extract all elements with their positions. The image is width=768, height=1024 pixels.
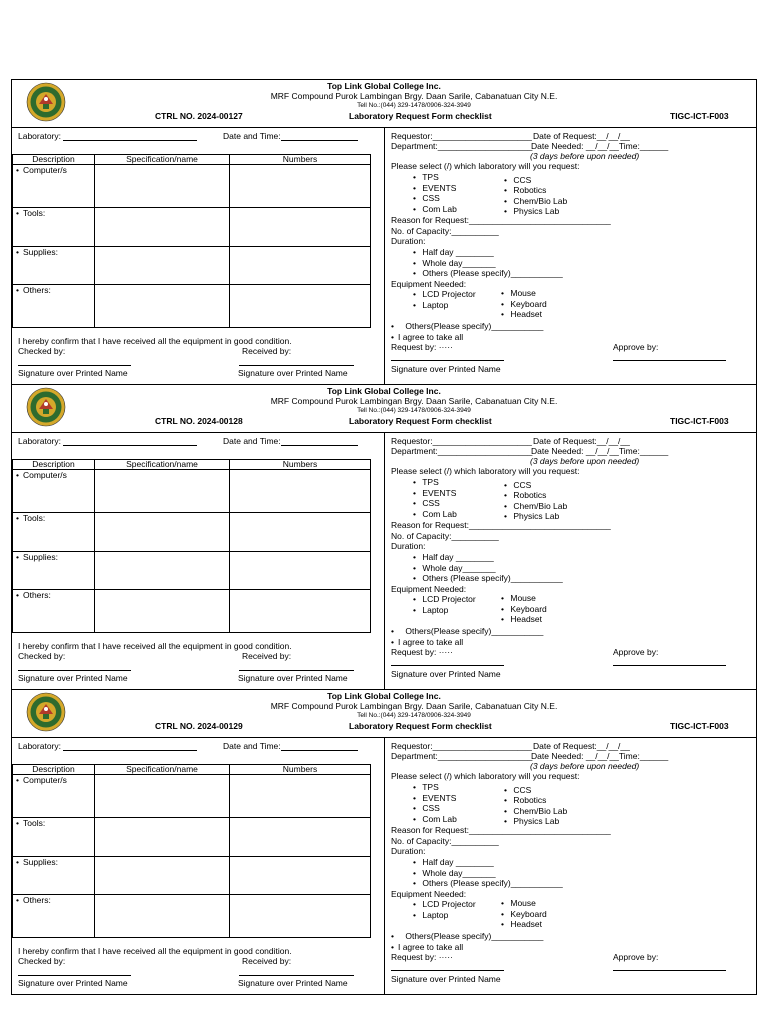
college-name: Top Link Global College Inc. xyxy=(327,691,441,701)
requestor-field[interactable]: Requestor:_____________________ xyxy=(391,131,532,141)
column-header: Description xyxy=(13,765,95,775)
college-name: Top Link Global College Inc. xyxy=(327,386,441,396)
spec-cell[interactable] xyxy=(95,247,230,285)
checked-by-label: Checked by: xyxy=(18,956,66,966)
signature-label: Signature over Printed Name xyxy=(391,669,501,679)
spec-cell[interactable] xyxy=(95,775,230,818)
checked-by-label: Checked by: xyxy=(18,346,66,356)
lab-option-chem-bio-lab[interactable]: • Chem/Bio Lab xyxy=(504,196,567,206)
signature-label: Signature over Printed Name xyxy=(391,364,501,374)
lab-option-com-lab[interactable]: • Com Lab xyxy=(413,204,457,214)
received-by-signature-line[interactable] xyxy=(239,975,354,976)
lab-option-css[interactable]: • CSS xyxy=(413,193,440,203)
lab-option-tps[interactable]: • TPS xyxy=(413,477,439,487)
request-by-signature-line[interactable] xyxy=(391,360,504,361)
lab-option-events[interactable]: • EVENTS xyxy=(413,488,456,498)
lab-option-tps[interactable]: • TPS xyxy=(413,782,439,792)
lab-option-chem-bio-lab[interactable]: • Chem/Bio Lab xyxy=(504,806,567,816)
form-header xyxy=(12,80,756,128)
table-row: • Tools: xyxy=(13,818,95,857)
equip-option-keyboard[interactable]: • Keyboard xyxy=(501,299,547,309)
checked-by-signature-line[interactable] xyxy=(18,670,131,671)
equipment-label: Equipment Needed: xyxy=(391,279,467,289)
spec-cell[interactable] xyxy=(95,165,230,208)
equip-option-headset[interactable]: • Headset xyxy=(501,309,542,319)
control-number: CTRL NO. 2024-00128 xyxy=(155,416,243,426)
column-header: Numbers xyxy=(230,460,371,470)
duration-whole-day[interactable]: • Whole day_______ xyxy=(413,258,496,268)
duration-others[interactable]: • Others (Please specify)___________ xyxy=(413,268,563,278)
signature-label: Signature over Printed Name xyxy=(18,368,128,378)
lab-select-instruction: Please select (/) which laboratory will you request: xyxy=(391,771,580,781)
approve-by-label: Approve by: xyxy=(613,647,659,657)
numbers-cell[interactable] xyxy=(230,208,371,247)
college-address: MRF Compound Purok Lambingan Brgy. Daan Sarile, Cabanatuan City N.E. xyxy=(270,396,558,406)
form-title: Laboratory Request Form checklist xyxy=(349,416,492,426)
equip-others-field[interactable]: • Others(Please specify)___________ xyxy=(391,626,543,636)
received-by-label: Received by: xyxy=(242,346,292,356)
lab-option-css[interactable]: • CSS xyxy=(413,803,440,813)
duration-whole-day[interactable]: • Whole day_______ xyxy=(413,563,496,573)
equip-option-lcd-projector[interactable]: • LCD Projector xyxy=(413,289,476,299)
approve-by-label: Approve by: xyxy=(613,342,659,352)
column-divider xyxy=(384,737,385,994)
numbers-cell[interactable] xyxy=(230,818,371,857)
request-by-label: Request by: ····· xyxy=(391,647,453,657)
equip-option-headset[interactable]: • Headset xyxy=(501,614,542,624)
equipment-table xyxy=(12,764,371,938)
laboratory-field[interactable]: Laboratory: xyxy=(18,131,197,141)
days-note: (3 days before upon needed) xyxy=(530,151,640,161)
table-row: • Computer/s xyxy=(13,470,95,513)
request-form xyxy=(11,79,757,384)
received-by-label: Received by: xyxy=(242,651,292,661)
duration-others[interactable]: • Others (Please specify)___________ xyxy=(413,878,563,888)
table-row: • Tools: xyxy=(13,513,95,552)
equip-option-laptop[interactable]: • Laptop xyxy=(413,605,448,615)
equip-option-lcd-projector[interactable]: • LCD Projector xyxy=(413,899,476,909)
reason-field[interactable]: Reason for Request:______________________________ xyxy=(391,520,611,530)
equip-option-mouse[interactable]: • Mouse xyxy=(501,593,536,603)
column-divider xyxy=(384,127,385,384)
duration-half-day[interactable]: • Half day ________ xyxy=(413,552,494,562)
numbers-cell[interactable] xyxy=(230,285,371,328)
lab-select-instruction: Please select (/) which laboratory will you request: xyxy=(391,466,580,476)
lab-option-robotics[interactable]: • Robotics xyxy=(504,490,546,500)
capacity-field[interactable]: No. of Capacity:__________ xyxy=(391,836,499,846)
spec-cell[interactable] xyxy=(95,552,230,590)
lab-select-instruction: Please select (/) which laboratory will you request: xyxy=(391,161,580,171)
spec-cell[interactable] xyxy=(95,857,230,895)
form-title: Laboratory Request Form checklist xyxy=(349,111,492,121)
table-row: • Tools: xyxy=(13,208,95,247)
approve-by-signature-line[interactable] xyxy=(613,360,726,361)
request-by-label: Request by: ····· xyxy=(391,952,453,962)
spec-cell[interactable] xyxy=(95,895,230,938)
table-row: • Supplies: xyxy=(13,552,95,590)
equip-option-keyboard[interactable]: • Keyboard xyxy=(501,909,547,919)
equipment-table xyxy=(12,459,371,633)
approve-by-label: Approve by: xyxy=(613,952,659,962)
lab-option-ccs[interactable]: • CCS xyxy=(504,785,531,795)
request-by-signature-line[interactable] xyxy=(391,970,504,971)
lab-option-ccs[interactable]: • CCS xyxy=(504,480,531,490)
equipment-label: Equipment Needed: xyxy=(391,584,467,594)
lab-option-physics-lab[interactable]: • Physics Lab xyxy=(504,206,559,216)
equip-option-headset[interactable]: • Headset xyxy=(501,919,542,929)
column-header: Description xyxy=(13,155,95,165)
spec-cell[interactable] xyxy=(95,470,230,513)
column-header: Specification/name xyxy=(95,460,230,470)
form-header xyxy=(12,690,756,738)
date-of-request-field[interactable]: Date of Request:__/__/__ xyxy=(533,741,630,751)
column-header: Numbers xyxy=(230,155,371,165)
control-number: CTRL NO. 2024-00127 xyxy=(155,111,243,121)
lab-option-events[interactable]: • EVENTS xyxy=(413,183,456,193)
days-note: (3 days before upon needed) xyxy=(530,761,640,771)
request-form xyxy=(11,384,757,689)
college-address: MRF Compound Purok Lambingan Brgy. Daan Sarile, Cabanatuan City N.E. xyxy=(270,701,558,711)
agree-checkbox[interactable]: • I agree to take all xyxy=(391,637,463,647)
request-form xyxy=(11,689,757,995)
table-row: • Supplies: xyxy=(13,857,95,895)
approve-by-signature-line[interactable] xyxy=(613,665,726,666)
equip-others-field[interactable]: • Others(Please specify)___________ xyxy=(391,321,543,331)
college-name: Top Link Global College Inc. xyxy=(327,81,441,91)
equip-option-laptop[interactable]: • Laptop xyxy=(413,300,448,310)
column-header: Specification/name xyxy=(95,155,230,165)
date-needed-field[interactable]: Date Needed: __/__/__Time:______ xyxy=(531,751,669,761)
received-by-signature-line[interactable] xyxy=(239,670,354,671)
lab-option-events[interactable]: • EVENTS xyxy=(413,793,456,803)
numbers-cell[interactable] xyxy=(230,857,371,895)
table-row: • Computer/s xyxy=(13,165,95,208)
equip-option-keyboard[interactable]: • Keyboard xyxy=(501,604,547,614)
college-telephone: Tell No.:(044) 329-1478/0906-324-3949 xyxy=(357,712,471,719)
signature-label: Signature over Printed Name xyxy=(238,978,348,988)
duration-whole-day[interactable]: • Whole day_______ xyxy=(413,868,496,878)
column-divider xyxy=(384,432,385,689)
agree-checkbox[interactable]: • I agree to take all xyxy=(391,332,463,342)
checked-by-signature-line[interactable] xyxy=(18,365,131,366)
numbers-cell[interactable] xyxy=(230,247,371,285)
spec-cell[interactable] xyxy=(95,208,230,247)
date-of-request-field[interactable]: Date of Request:__/__/__ xyxy=(533,436,630,446)
control-number: CTRL NO. 2024-00129 xyxy=(155,721,243,731)
lab-option-physics-lab[interactable]: • Physics Lab xyxy=(504,816,559,826)
signature-label: Signature over Printed Name xyxy=(18,978,128,988)
duration-label: Duration: xyxy=(391,846,426,856)
reason-field[interactable]: Reason for Request:______________________________ xyxy=(391,215,611,225)
signature-label: Signature over Printed Name xyxy=(18,673,128,683)
column-header: Description xyxy=(13,460,95,470)
equipment-table xyxy=(12,154,371,328)
received-by-label: Received by: xyxy=(242,956,292,966)
signature-label: Signature over Printed Name xyxy=(238,673,348,683)
date-needed-field[interactable]: Date Needed: __/__/__Time:______ xyxy=(531,446,669,456)
numbers-cell[interactable] xyxy=(230,552,371,590)
duration-others[interactable]: • Others (Please specify)___________ xyxy=(413,573,563,583)
signature-label: Signature over Printed Name xyxy=(391,974,501,984)
signature-label: Signature over Printed Name xyxy=(238,368,348,378)
spec-cell[interactable] xyxy=(95,818,230,857)
college-telephone: Tell No.:(044) 329-1478/0906-324-3949 xyxy=(357,102,471,109)
capacity-field[interactable]: No. of Capacity:__________ xyxy=(391,531,499,541)
table-row: • Others: xyxy=(13,285,95,328)
numbers-cell[interactable] xyxy=(230,590,371,633)
date-of-request-field[interactable]: Date of Request:__/__/__ xyxy=(533,131,630,141)
table-row: • Others: xyxy=(13,895,95,938)
spec-cell[interactable] xyxy=(95,513,230,552)
column-header: Numbers xyxy=(230,765,371,775)
numbers-cell[interactable] xyxy=(230,165,371,208)
form-title: Laboratory Request Form checklist xyxy=(349,721,492,731)
duration-label: Duration: xyxy=(391,541,426,551)
lab-option-ccs[interactable]: • CCS xyxy=(504,175,531,185)
duration-half-day[interactable]: • Half day ________ xyxy=(413,247,494,257)
laboratory-field[interactable]: Laboratory: xyxy=(18,741,197,751)
request-by-signature-line[interactable] xyxy=(391,665,504,666)
requestor-field[interactable]: Requestor:_____________________ xyxy=(391,436,532,446)
capacity-field[interactable]: No. of Capacity:__________ xyxy=(391,226,499,236)
lab-option-tps[interactable]: • TPS xyxy=(413,172,439,182)
date-time-field[interactable]: Date and Time: xyxy=(223,436,358,446)
duration-label: Duration: xyxy=(391,236,426,246)
department-field[interactable]: Department:____________________ xyxy=(391,751,533,761)
spec-cell[interactable] xyxy=(95,285,230,328)
requestor-field[interactable]: Requestor:_____________________ xyxy=(391,741,532,751)
lab-option-physics-lab[interactable]: • Physics Lab xyxy=(504,511,559,521)
equip-option-mouse[interactable]: • Mouse xyxy=(501,898,536,908)
laboratory-field[interactable]: Laboratory: xyxy=(18,436,197,446)
request-by-label: Request by: ····· xyxy=(391,342,453,352)
forms-container xyxy=(11,79,757,995)
equip-option-lcd-projector[interactable]: • LCD Projector xyxy=(413,594,476,604)
lab-option-robotics[interactable]: • Robotics xyxy=(504,795,546,805)
equipment-label: Equipment Needed: xyxy=(391,889,467,899)
numbers-cell[interactable] xyxy=(230,470,371,513)
table-row: • Others: xyxy=(13,590,95,633)
lab-option-com-lab[interactable]: • Com Lab xyxy=(413,814,457,824)
department-field[interactable]: Department:____________________ xyxy=(391,141,533,151)
form-header xyxy=(12,385,756,433)
reason-field[interactable]: Reason for Request:______________________________ xyxy=(391,825,611,835)
table-row: • Supplies: xyxy=(13,247,95,285)
numbers-cell[interactable] xyxy=(230,513,371,552)
lab-option-robotics[interactable]: • Robotics xyxy=(504,185,546,195)
confirmation-text: I hereby confirm that I have received all the equipment in good condition. xyxy=(18,641,292,651)
agree-checkbox[interactable]: • I agree to take all xyxy=(391,942,463,952)
form-code: TIGC-ICT-F003 xyxy=(670,111,729,121)
numbers-cell[interactable] xyxy=(230,895,371,938)
date-time-field[interactable]: Date and Time: xyxy=(223,131,358,141)
numbers-cell[interactable] xyxy=(230,775,371,818)
form-code: TIGC-ICT-F003 xyxy=(670,416,729,426)
form-code: TIGC-ICT-F003 xyxy=(670,721,729,731)
column-header: Specification/name xyxy=(95,765,230,775)
lab-option-com-lab[interactable]: • Com Lab xyxy=(413,509,457,519)
college-address: MRF Compound Purok Lambingan Brgy. Daan Sarile, Cabanatuan City N.E. xyxy=(270,91,558,101)
equip-others-field[interactable]: • Others(Please specify)___________ xyxy=(391,931,543,941)
approve-by-signature-line[interactable] xyxy=(613,970,726,971)
duration-half-day[interactable]: • Half day ________ xyxy=(413,857,494,867)
equip-option-laptop[interactable]: • Laptop xyxy=(413,910,448,920)
table-row: • Computer/s xyxy=(13,775,95,818)
lab-option-chem-bio-lab[interactable]: • Chem/Bio Lab xyxy=(504,501,567,511)
received-by-signature-line[interactable] xyxy=(239,365,354,366)
checked-by-signature-line[interactable] xyxy=(18,975,131,976)
days-note: (3 days before upon needed) xyxy=(530,456,640,466)
confirmation-text: I hereby confirm that I have received all the equipment in good condition. xyxy=(18,946,292,956)
college-telephone: Tell No.:(044) 329-1478/0906-324-3949 xyxy=(357,407,471,414)
spec-cell[interactable] xyxy=(95,590,230,633)
checked-by-label: Checked by: xyxy=(18,651,66,661)
department-field[interactable]: Department:____________________ xyxy=(391,446,533,456)
date-needed-field[interactable]: Date Needed: __/__/__Time:______ xyxy=(531,141,669,151)
date-time-field[interactable]: Date and Time: xyxy=(223,741,358,751)
lab-option-css[interactable]: • CSS xyxy=(413,498,440,508)
equip-option-mouse[interactable]: • Mouse xyxy=(501,288,536,298)
confirmation-text: I hereby confirm that I have received all the equipment in good condition. xyxy=(18,336,292,346)
